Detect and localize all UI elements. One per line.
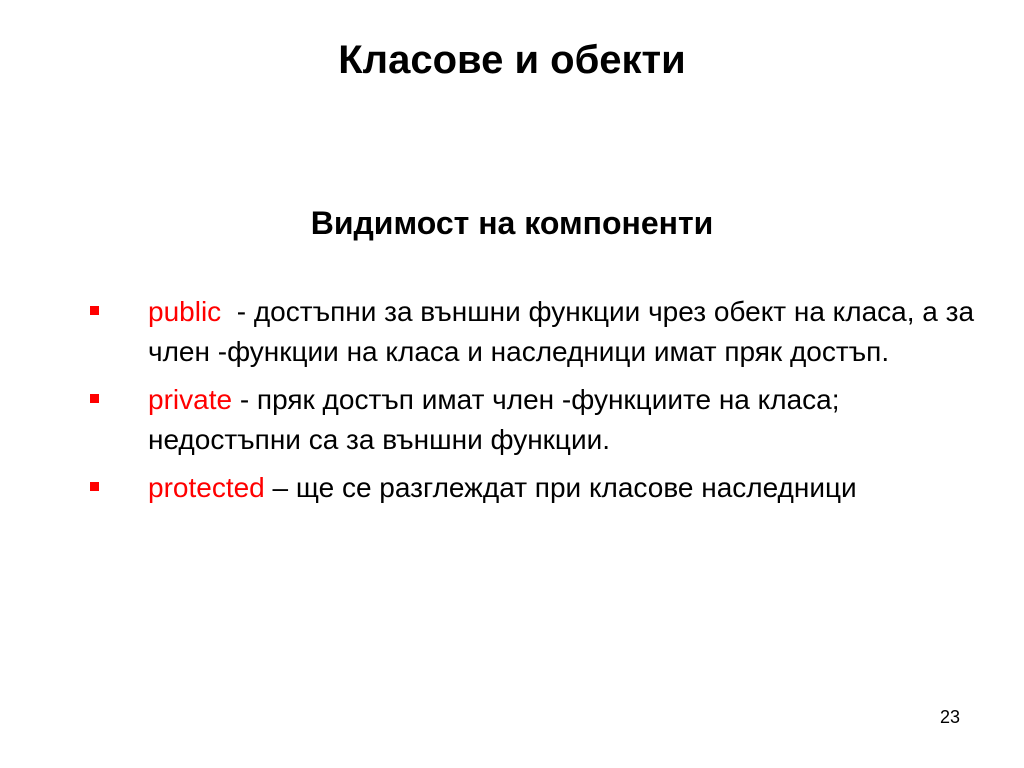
- square-bullet-icon: [90, 394, 99, 403]
- square-bullet-icon: [90, 306, 99, 315]
- bullet-text: - пряк достъп имат член -функциите на класа; недостъпни са за външни функции.: [148, 384, 848, 455]
- bullet-text: - достъпни за външни функции чрез обект на класа, а за член -функции на класа и наследници имат пряк достъп.: [148, 296, 982, 367]
- bullet-item-private: [90, 380, 990, 460]
- bullet-list: [90, 292, 990, 516]
- slide-subtitle: Видимост на компоненти: [310, 205, 714, 241]
- bullet-keyword: private: [148, 384, 233, 415]
- bullet-item-public: [90, 292, 990, 372]
- bullet-keyword: public: [148, 296, 222, 327]
- page-number: 23: [939, 707, 960, 727]
- bullet-text: – ще се разглеждат при класове наследници: [264, 472, 857, 503]
- bullet-item-protected: [90, 468, 990, 508]
- square-bullet-icon: [90, 482, 99, 491]
- slide-title: Класове и обекти: [338, 38, 686, 82]
- bullet-keyword: protected: [148, 472, 265, 503]
